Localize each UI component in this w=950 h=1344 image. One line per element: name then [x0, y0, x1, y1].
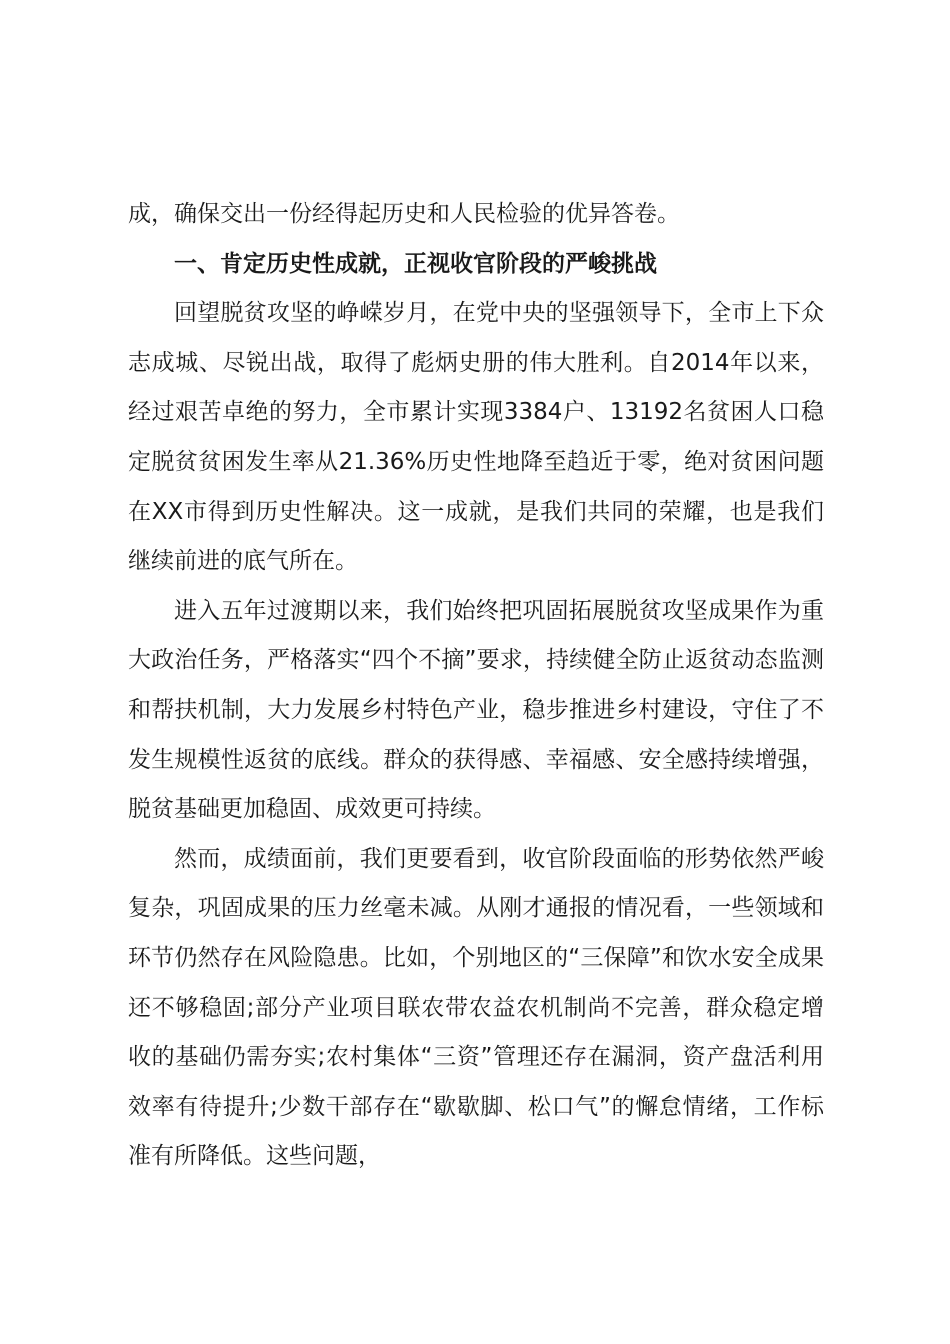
body-paragraph: 回望脱贫攻坚的峥嵘岁月，在党中央的坚强领导下，全市上下众志成城、尽锐出战，取得了彪炳史册的伟大胜利。自2014年以来，经过艰苦卓绝的努力，全市累计实现3384户、13192名贫困人口稳定脱贫贫困发生率从21.36%历史性地降至趋近于零，绝对贫困问题在XX市得到历史性解决。这一成就，是我们共同的荣耀，也是我们继续前进的底气所在。: [128, 300, 824, 575]
body-paragraph: 然而，成绩面前，我们更要看到，收官阶段面临的形势依然严峻复杂，巩固成果的压力丝毫未减。从刚才通报的情况看，一些领域和环节仍然存在风险隐患。比如，个别地区的“三保障”和饮水安全成果还不够稳固;部分产业项目联农带农益农机制尚不完善，群众稳定增收的基础仍需夯实;农村集体“三资”管理还存在漏洞，资产盘活利用效率有待提升;少数干部存在“歇歇脚、松口气”的懈怠情绪，工作标准有所降低。这些问题，: [128, 845, 824, 1170]
body-paragraph: 进入五年过渡期以来，我们始终把巩固拓展脱贫攻坚成果作为重大政治任务，严格落实“四个不摘”要求，持续健全防止返贫动态监测和帮扶机制，大力发展乡村特色产业，稳步推进乡村建设，守住了不发生规模性返贫的底线。群众的获得感、幸福感、安全感持续增强，脱贫基础更加稳固、成效更可持续。: [128, 597, 824, 823]
section-heading: 一、肯定历史性成就，正视收官阶段的严峻挑战: [174, 250, 657, 277]
document-body: [128, 190, 824, 1182]
continuation-paragraph: 成，确保交出一份经得起历史和人民检验的优异答卷。: [128, 201, 680, 227]
